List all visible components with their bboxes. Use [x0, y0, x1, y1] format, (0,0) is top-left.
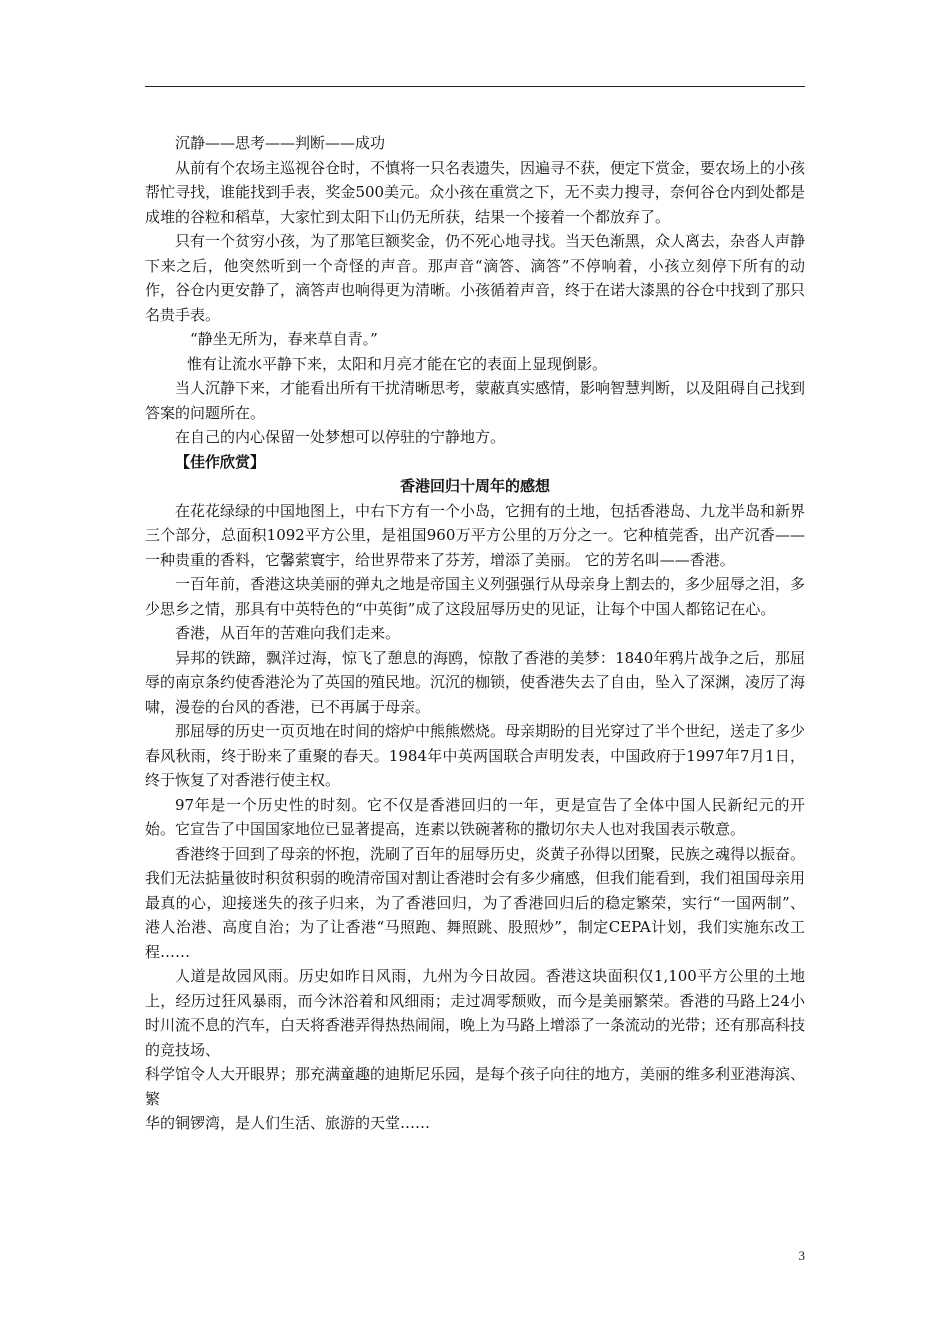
paragraph: 97年是一个历史性的时刻。它不仅是香港回归的一年，更是宣告了全体中国人民新纪元的开始。它宣告了中国国家地位已显著提高，连素以铁碗著称的撒切尔夫人也对我国表示敬意。 — [145, 795, 805, 838]
paragraph: 香港，从百年的苦难向我们走来。 — [175, 624, 401, 642]
paragraph: 从前有个农场主巡视谷仓时，不慎将一只名表遗失，因遍寻不获，便定下赏金，要农场上的小孩帮忙寻找，谁能找到手表，奖金500美元。众小孩在重赏之下，无不卖力搜寻，奈何谷仓内到处都是成堆的谷粒和稻草，大家忙到太阳下山仍无所获，结果一个接着一个都放弃了。 — [145, 158, 806, 226]
page-number: 3 — [798, 1248, 805, 1263]
section-subtitle: 沉静——思考——判断——成功 — [175, 134, 386, 152]
paragraph: 香港终于回到了母亲的怀抱，洗刷了百年的屈辱历史，炎黄子孙得以团聚，民族之魂得以振奋。我们无法掂量彼时积贫积弱的晚清帝国对割让香港时会有多少痛感，但我们能看到，我们祖国母亲用最真的心，迎接迷失的孩子归来，为了香港回归，为了香港回归后的稳定繁荣，实行“一国两制”、港人治港、高度自治；为了让香港“马照跑、舞照跳、股照炒”，制定CEPA计划，我们实施东改工程…… — [145, 844, 806, 961]
paragraph: 人道是故园风雨。历史如昨日风雨，九州为今日故园。香港这块面积仅1,100平方公里的土地上，经历过狂风暴雨，而今沐浴着和风细雨；走过凋零颓败，而今是美丽繁荣。香港的马路上24小时川流不息的汽车，白天将香港弄得热热闹闹，晚上为马路上增添了一条流动的光带；还有那高科技的竞技场、 — [145, 967, 806, 1059]
header-rule — [145, 86, 805, 87]
paragraph: 科学馆令人大开眼界；那充满童趣的迪斯尼乐园，是每个孩子向往的地方，美丽的维多利亚港海滨、繁 — [145, 1065, 806, 1108]
body-text — [145, 131, 805, 1136]
section-heading: 【佳作欣赏】 — [175, 452, 266, 471]
essay-title: 香港回归十周年的感想 — [399, 477, 550, 495]
paragraph: 在花花绿绿的中国地图上，中右下方有一个小岛，它拥有的土地，包括香港岛、九龙半岛和新界三个部分，总面积1092平方公里，是祖国960万平方公里的万分之一。它种植莞香，出产沉香——一种贵重的香料，它馨萦寰宇，给世界带来了芬芳，增添了美丽。 它的芳名叫——香港。 — [145, 501, 806, 569]
paragraph: 华的铜锣湾，是人们生活、旅游的天堂…… — [145, 1114, 431, 1132]
paragraph: 异邦的铁蹄，飘洋过海，惊飞了憩息的海鸥，惊散了香港的美梦：1840年鸦片战争之后，那屈辱的南京条约使香港沦为了英国的殖民地。沉沉的枷锁，使香港失去了自由，坠入了深渊，凌厉了海啸，漫卷的台风的香港，已不再属于母亲。 — [145, 648, 806, 716]
paragraph: 那屈辱的历史一页页地在时间的熔炉中熊熊燃烧。母亲期盼的目光穿过了半个世纪，送走了多少春风秋雨，终于盼来了重聚的春天。1984年中英两国联合声明发表，中国政府于1997年7月1日，终于恢复了对香港行使主权。 — [145, 722, 806, 789]
paragraph: 惟有让流水平静下来，太阳和月亮才能在它的表面上显现倒影。 — [187, 354, 608, 373]
paragraph: 在自己的内心保留一处梦想可以停驻的宁静地方。 — [175, 428, 506, 446]
paragraph: 只有一个贫穷小孩，为了那笔巨额奖金，仍不死心地寻找。当天色渐黑，众人离去，杂沓人声静下来之后，他突然听到一个奇怪的声音。那声音“滴答、滴答”不停响着，小孩立刻停下所有的动作，谷仓内更安静了，滴答声也响得更为清晰。小孩循着声音，终于在诺大漆黑的谷仓中找到了那只名贵手表。 — [145, 232, 806, 324]
paragraph: 当人沉静下来，才能看出所有干扰清晰思考，蒙蔽真实感情，影响智慧判断，以及阻碍自己找到答案的问题所在。 — [145, 379, 806, 422]
paragraph: 一百年前，香港这块美丽的弹丸之地是帝国主义列强强行从母亲身上割去的，多少屈辱之泪，多少思乡之情，那具有中英特色的“中英街”成了这段屈辱历史的见证，让每个中国人都铭记在心。 — [145, 575, 806, 618]
quote: “静坐无所为，春来草自青。” — [190, 330, 378, 348]
